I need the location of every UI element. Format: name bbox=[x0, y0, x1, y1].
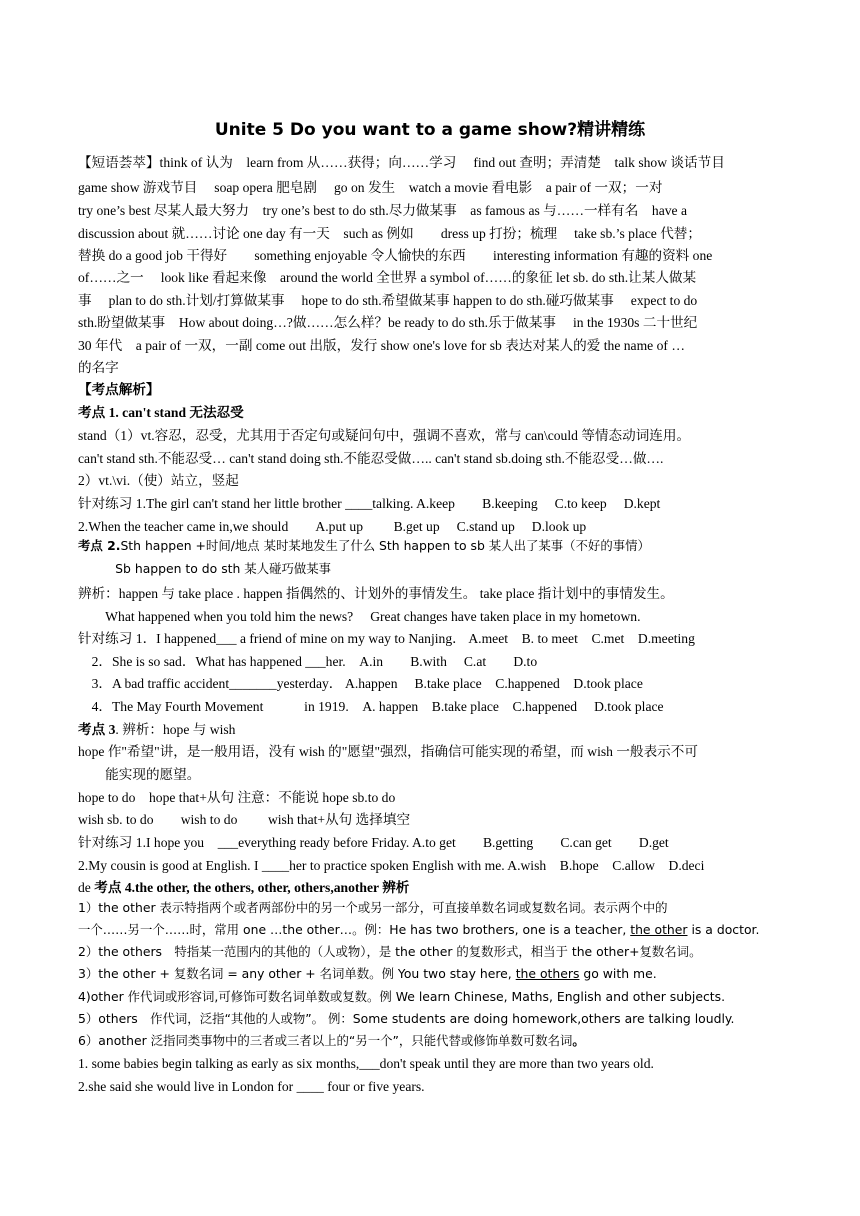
text-line: 6）another 泛指同类事物中的三者或三者以上的“另一个”，只能代替或修饰单数可数名词。 bbox=[78, 1033, 585, 1048]
text-line: 考点 2.Sth happen +时间/地点 某时某地发生了什么 Sth happen to sb 某人出了某事（不好的事情） bbox=[78, 538, 650, 553]
text-line: de 考点 4.the other, the others, other, others,another 辨析 bbox=[78, 880, 410, 895]
text-line: 2）the others 特指某一范围内的其他的（人或物），是 the other 的复数形式，相当于 the other+复数名词。 bbox=[78, 944, 702, 959]
text-line: 5）others 作代词，泛指“其他的人或物”。 例：Some students are doing homework,others are talking loudly. bbox=[78, 1011, 735, 1026]
text-line: stand（1）vt.容忍，忍受，尤其用于否定句或疑问句中，强调不喜欢，常与 can\could 等情态动词连用。 bbox=[78, 428, 691, 443]
text-line: 4)other 作代词或形容词,可修饰可数名词单数或复数。例 We learn Chinese, Maths, English and other subjects. bbox=[78, 989, 726, 1004]
document-title: Unite 5 Do you want to a game show?精讲精练 bbox=[214, 120, 646, 140]
text-line: 1）the other 表示特指两个或者两部份中的另一个或另一部分，可直接单数名词或复数名词。表示两个中的 bbox=[78, 900, 668, 915]
text-line: hope to do hope that+从句 注意：不能说 hope sb.to do bbox=[78, 790, 396, 805]
text-line: can't stand sth.不能忍受… can't stand doing sth.不能忍受做….. can't stand sb.doing sth.不能忍受…做…. bbox=[78, 451, 664, 466]
text-line: hope 作"希望"讲，是一般用语，没有 wish 的"愿望"强烈，指确信可能实现的希望，而 wish 一般表示不可 bbox=[78, 744, 698, 759]
text-line: sth.盼望做某事 How about doing…?做……怎么样？be ready to do sth.乐于做某事 in the 1930s 二十世纪 bbox=[78, 315, 698, 330]
text-line: 2.When the teacher came in,we should A.put up B.get up C.stand up D.look up bbox=[78, 519, 587, 534]
text-line: try one’s best 尽某人最大努力 try one’s best to do sth.尽力做某事 as famous as 与……一样有名 have a bbox=[78, 203, 688, 218]
text-line: What happened when you told him the news? Great changes have taken place in my hometown. bbox=[78, 609, 641, 624]
text-line: 【短语荟萃】think of 认为 learn from 从……获得；向……学习 find out 查明；弄清楚 talk show 谈话节目 bbox=[78, 155, 725, 170]
text-line: 3．A bad traffic accident_______yesterday． A.happen B.take place C.happened D.took place bbox=[78, 676, 643, 691]
text-line: 2）vt.\vi.（使）站立，竖起 bbox=[78, 473, 239, 488]
text-line: 考点 3. 辨析：hope 与 wish bbox=[78, 722, 236, 737]
text-line: 一个……另一个……时，常用 one …the other…。例：He has two brothers, one is a teacher, the other is a doctor. bbox=[78, 922, 760, 937]
text-line: 30 年代 a pair of 一双，一副 come out 出版，发行 show one's love for sb 表达对某人的爱 the name of … bbox=[78, 338, 685, 353]
text-line: wish sb. to do wish to do wish that+从句 选择填空 bbox=[78, 812, 411, 827]
text-line: 针对练习 1.I hope you ___everything ready before Friday. A.to get B.getting C.can get D.get bbox=[78, 835, 669, 850]
text-line: 事 plan to do sth.计划/打算做某事 hope to do sth.希望做某事 happen to do sth.碰巧做某事 expect to do bbox=[78, 293, 698, 308]
text-line: 的名字 bbox=[78, 360, 119, 375]
text-line: game show 游戏节目 soap opera 肥皂剧 go on 发生 watch a movie 看电影 a pair of 一双；一对 bbox=[78, 180, 663, 195]
text-line: 1. some babies begin talking as early as six months,___don't speak until they are more than two years old. bbox=[78, 1056, 654, 1071]
text-line: discussion about 就……讨论 one day 有一天 such as 例如 dress up 打扮；梳理 take sb.’s place 代替； bbox=[78, 226, 701, 241]
text-line: 【考点解析】 bbox=[78, 382, 160, 397]
text-line: 2.My cousin is good at English. I ____her to practice spoken English with me. A.wish B.hope C.allow D.deci bbox=[78, 858, 705, 873]
text-line: Sb happen to do sth 某人碰巧做某事 bbox=[78, 561, 332, 576]
text-line: 能实现的愿望。 bbox=[78, 767, 201, 782]
text-line: 3）the other + 复数名词 = any other + 名词单数。例 You two stay here, the others go with me. bbox=[78, 966, 657, 981]
text-line: 2．She is so sad．What has happened ___her. A.in B.with C.at D.to bbox=[78, 654, 538, 669]
text-line: 辨析：happen 与 take place . happen 指偶然的、计划外的事情发生。 take place 指计划中的事情发生。 bbox=[78, 586, 674, 601]
text-line: 替换 do a good job 干得好 something enjoyable 令人愉快的东西 interesting information 有趣的资料 one bbox=[78, 248, 713, 263]
text-line: 4．The May Fourth Movement in 1919. A. happen B.take place C.happened D.took place bbox=[78, 699, 664, 714]
text-line: 针对练习 1.The girl can't stand her little brother ____talking. A.keep B.keeping C.to keep D.kept bbox=[78, 496, 661, 511]
text-line: of……之一 look like 看起来像 around the world 全世界 a symbol of……的象征 let sb. do sth.让某人做某 bbox=[78, 270, 697, 285]
text-line: 考点 1. can't stand 无法忍受 bbox=[78, 405, 244, 420]
text-line: 2.she said she would live in London for ____ four or five years. bbox=[78, 1079, 425, 1094]
text-line: 针对练习 1．I happened___ a friend of mine on my way to Nanjing． A.meet B. to meet C.met D.meeting bbox=[78, 631, 695, 646]
